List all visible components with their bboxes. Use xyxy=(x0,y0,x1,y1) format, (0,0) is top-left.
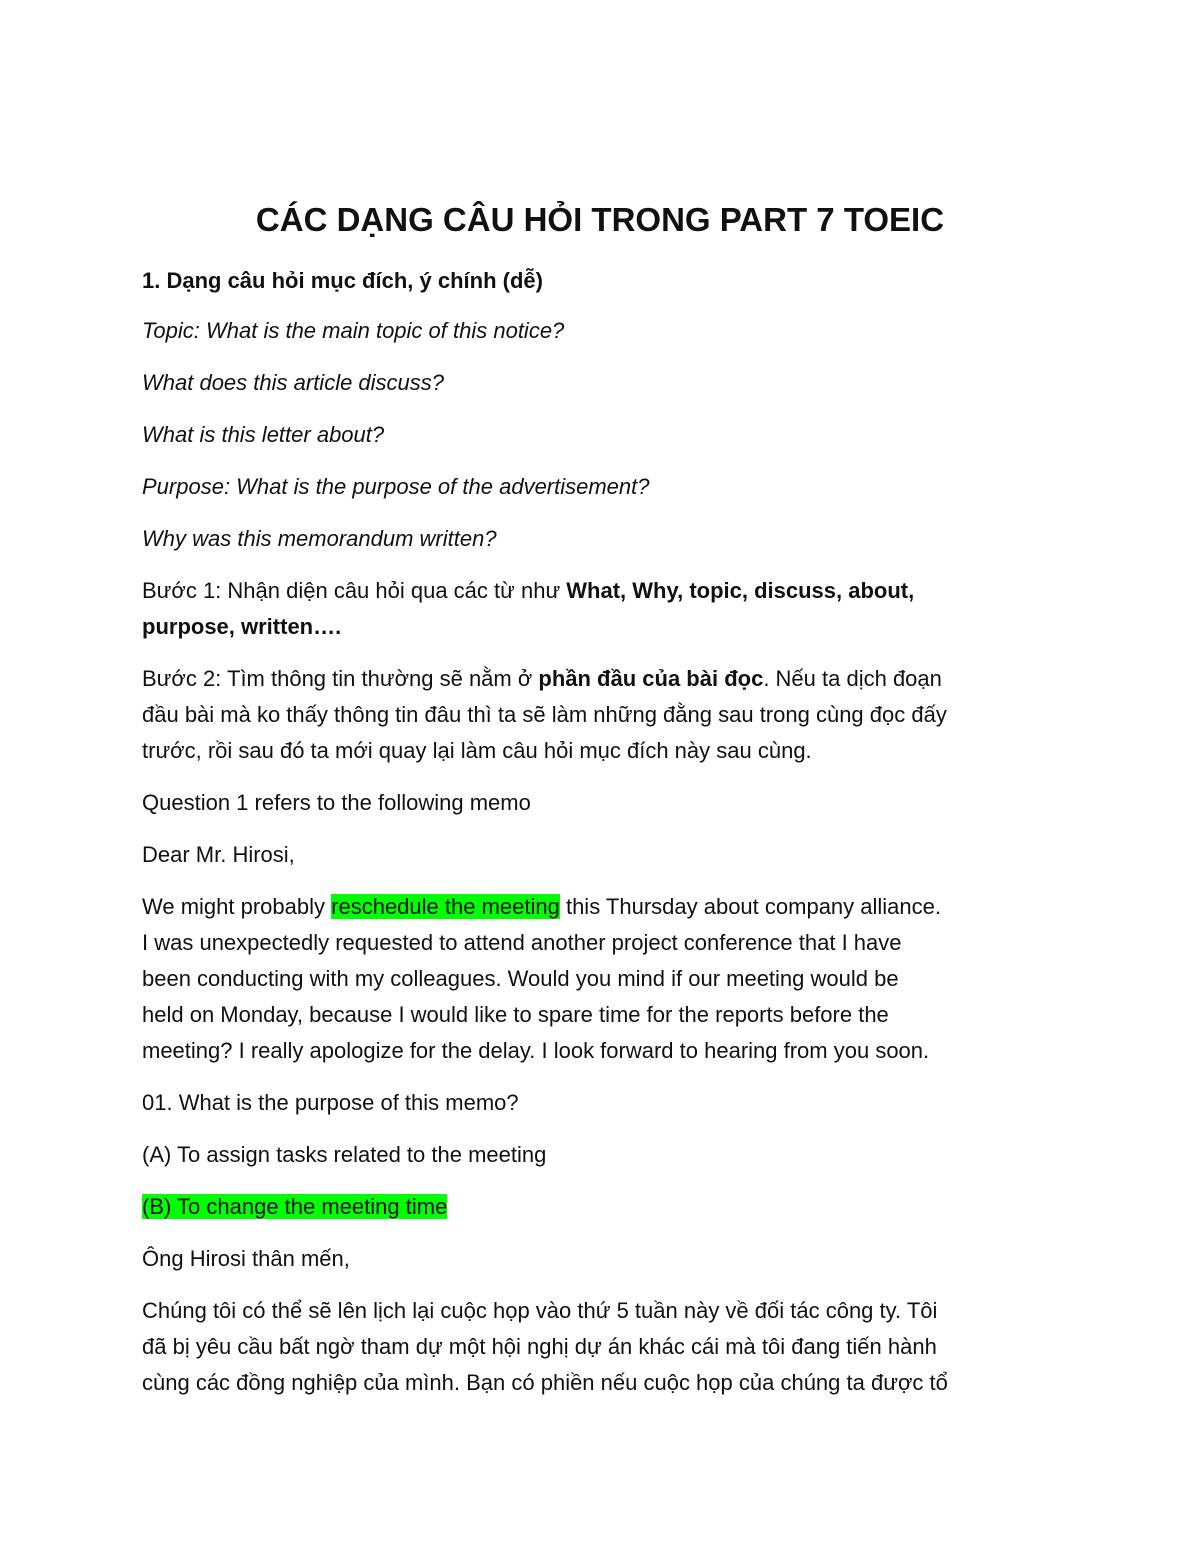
section-heading: 1. Dạng câu hỏi mục đích, ý chính (dễ) xyxy=(142,268,543,293)
step2-line2: đầu bài mà ko thấy thông tin đâu thì ta sẽ làm những đằng sau trong cùng đọc đấy xyxy=(142,702,947,727)
translation-salutation: Ông Hirosi thân mến, xyxy=(142,1246,350,1271)
question-example-1: Topic: What is the main topic of this notice? xyxy=(142,318,565,343)
step2-suffix: . Nếu ta dịch đoạn xyxy=(763,666,942,691)
memo-salutation: Dear Mr. Hirosi, xyxy=(142,842,295,867)
translation-line-2: đã bị yêu cầu bất ngờ tham dự một hội nghị dự án khác cái mà tôi đang tiến hành xyxy=(142,1334,937,1359)
option-b xyxy=(142,1189,447,1225)
option-b-highlight: (B) To change the meeting time xyxy=(142,1194,448,1219)
memo-line-2: I was unexpectedly requested to attend another project conference that I have xyxy=(142,930,902,955)
question-example-2: What does this article discuss? xyxy=(142,370,445,395)
memo-line1-after: this Thursday about company alliance. xyxy=(559,894,941,919)
question-example-3: What is this letter about? xyxy=(142,422,385,447)
example-intro: Question 1 refers to the following memo xyxy=(142,790,531,815)
question-example-5: Why was this memorandum written? xyxy=(142,526,497,551)
page-title: CÁC DẠNG CÂU HỎI TRONG PART 7 TOEIC xyxy=(255,201,945,238)
memo-line1-before: We might probably xyxy=(142,894,332,919)
memo-line-5: meeting? I really apologize for the delay. I look forward to hearing from you soon. xyxy=(142,1038,930,1063)
step1-line1 xyxy=(142,573,914,609)
step2-line3: trước, rồi sau đó ta mới quay lại làm câu hỏi mục đích này sau cùng. xyxy=(142,738,812,763)
memo-line-4: held on Monday, because I would like to spare time for the reports before the xyxy=(142,1002,889,1027)
step1-line2: purpose, written…. xyxy=(142,614,342,639)
step1-prefix: Bước 1: Nhận diện câu hỏi qua các từ như xyxy=(142,578,567,603)
option-a: (A) To assign tasks related to the meeting xyxy=(142,1142,547,1167)
step2-line1 xyxy=(142,661,942,697)
step2-prefix: Bước 2: Tìm thông tin thường sẽ nằm ở xyxy=(142,666,539,691)
translation-line-1: Chúng tôi có thể sẽ lên lịch lại cuộc họp vào thứ 5 tuần này về đối tác công ty. Tôi xyxy=(142,1298,938,1323)
question-example-4: Purpose: What is the purpose of the advertisement? xyxy=(142,474,650,499)
translation-line-3: cùng các đồng nghiệp của mình. Bạn có phiền nếu cuộc họp của chúng ta được tổ xyxy=(142,1370,948,1395)
memo-highlight: reschedule the meeting xyxy=(331,894,560,919)
memo-question: 01. What is the purpose of this memo? xyxy=(142,1090,519,1115)
step2-bold: phần đầu của bài đọc xyxy=(538,666,764,691)
memo-line-1 xyxy=(142,889,941,925)
memo-line-3: been conducting with my colleagues. Would you mind if our meeting would be xyxy=(142,966,899,991)
step1-keywords: What, Why, topic, discuss, about, xyxy=(566,578,915,603)
